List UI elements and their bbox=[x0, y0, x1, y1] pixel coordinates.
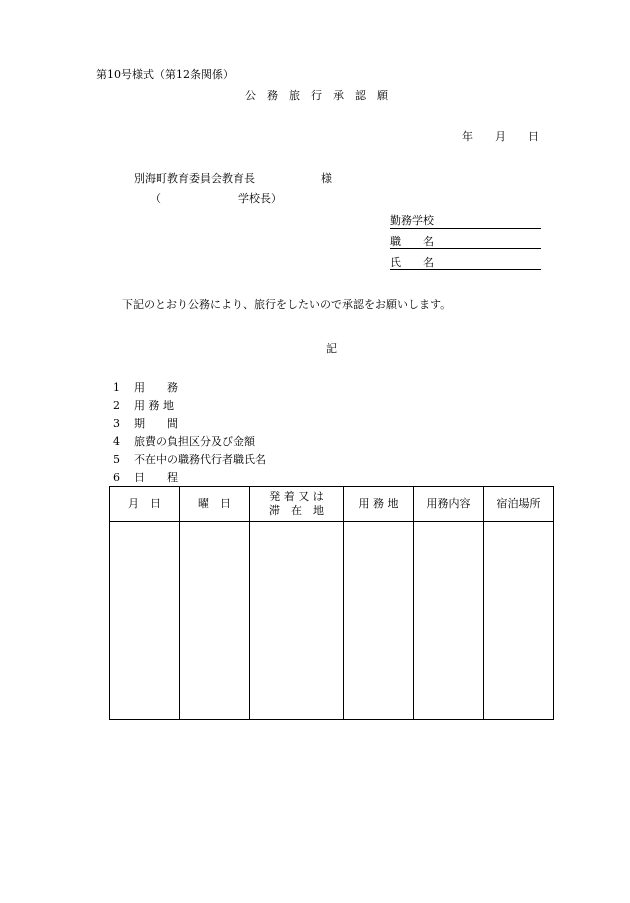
page-title: 公 務 旅 行 承 認 願 bbox=[245, 89, 388, 102]
column-header-weekday: 曜 日 bbox=[180, 487, 250, 522]
item-label: 日 程 bbox=[134, 471, 178, 484]
item-number: 3 bbox=[113, 417, 120, 430]
item-label: 用 務 bbox=[134, 381, 178, 394]
column-header-destination: 用 務 地 bbox=[344, 487, 414, 522]
addressee-line: 別海町教育委員会教育長 様 bbox=[134, 172, 332, 185]
applicant-name-field[interactable] bbox=[390, 269, 541, 270]
destination-cell[interactable] bbox=[344, 522, 414, 720]
business-cell[interactable] bbox=[414, 522, 484, 720]
item-label: 不在中の職務代行者職氏名 bbox=[134, 453, 266, 466]
applicant-school-label: 勤務学校 bbox=[390, 214, 434, 227]
item-number: 5 bbox=[113, 453, 120, 466]
column-header-location: 発 着 又 は 滞 在 地 bbox=[250, 487, 344, 522]
applicant-position-field[interactable] bbox=[390, 248, 541, 249]
applicant-name-label: 氏 名 bbox=[390, 256, 434, 269]
location-cell[interactable] bbox=[250, 522, 344, 720]
item-label: 旅費の負担区分及び金額 bbox=[134, 435, 255, 448]
table-row bbox=[110, 522, 554, 720]
item-number: 6 bbox=[113, 471, 120, 484]
table-header-row bbox=[110, 487, 554, 522]
lodging-cell[interactable] bbox=[484, 522, 554, 720]
column-header-lodging: 宿泊場所 bbox=[484, 487, 554, 522]
column-header-date: 月 日 bbox=[110, 487, 180, 522]
item-label: 用 務 地 bbox=[134, 399, 174, 412]
addressee-school-principal: （ 学校長） bbox=[150, 192, 282, 205]
date-line: 年 月 日 bbox=[462, 130, 539, 143]
item-number: 1 bbox=[113, 381, 120, 394]
schedule-table bbox=[109, 486, 554, 720]
date-cell[interactable] bbox=[110, 522, 180, 720]
form-label: 第10号様式（第12条関係） bbox=[96, 68, 234, 81]
ki-heading: 記 bbox=[326, 342, 337, 355]
request-text: 下記のとおり公務により、旅行をしたいので承認をお願いします。 bbox=[122, 298, 452, 311]
item-number: 4 bbox=[113, 435, 120, 448]
column-header-business: 用務内容 bbox=[414, 487, 484, 522]
item-label: 期 間 bbox=[134, 417, 178, 430]
applicant-school-field[interactable] bbox=[390, 228, 541, 229]
item-number: 2 bbox=[113, 399, 120, 412]
applicant-position-label: 職 名 bbox=[390, 235, 434, 248]
weekday-cell[interactable] bbox=[180, 522, 250, 720]
